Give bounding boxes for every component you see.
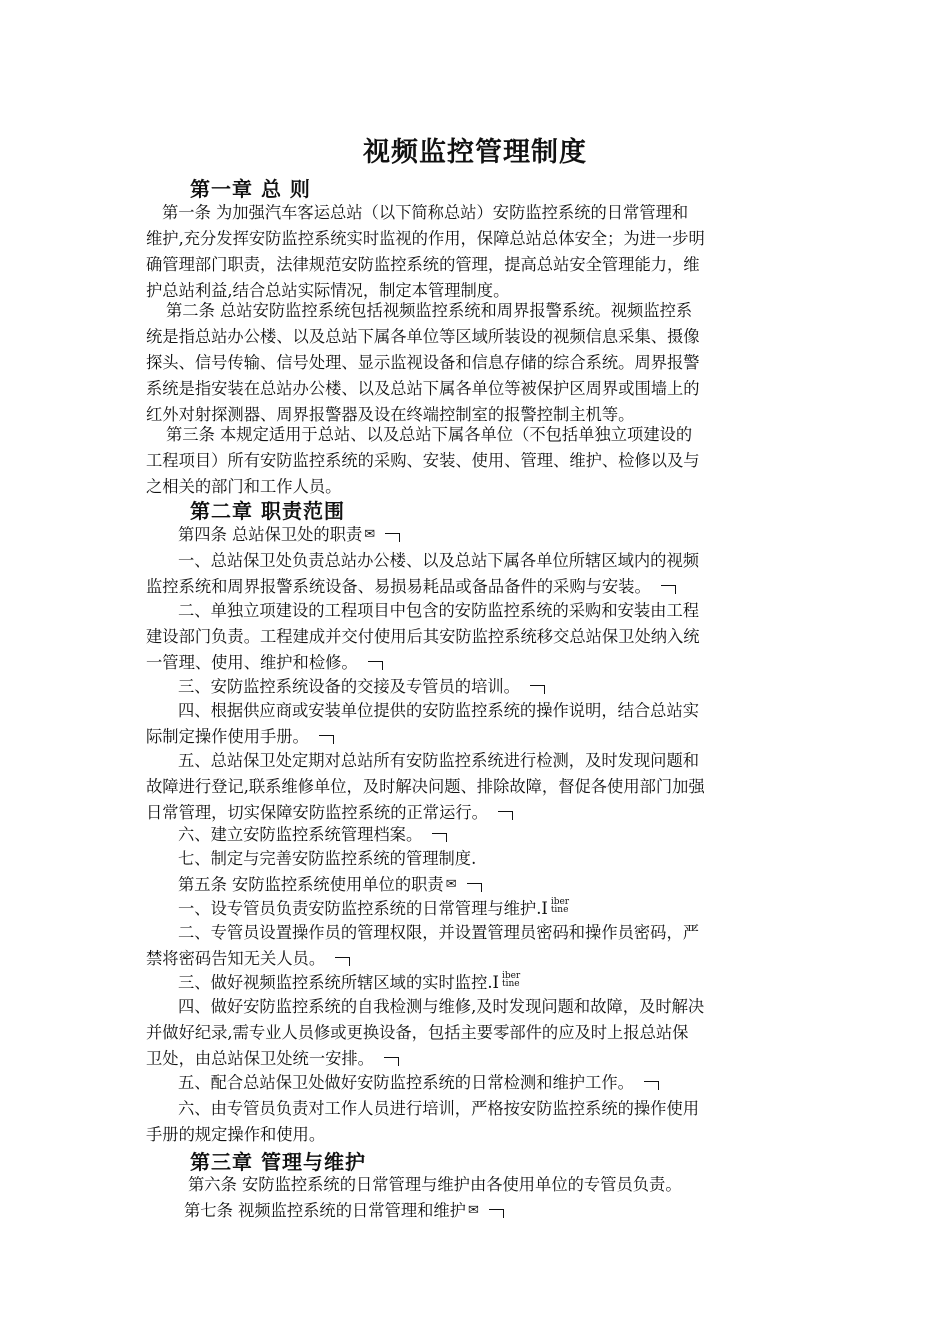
text-span: 第七条 视频监控系统的日常管理和维护 [184,1201,466,1220]
text-line: 并做好纪录,需专业人员修或更换设备，包括主要零部件的应及时上报总站保 [146,1023,689,1042]
text-line: 二、专管员设置操作员的管理权限，并设置管理员密码和操作员密码，严 [178,923,700,942]
duty-2 [146,920,806,972]
text-line: 第六条 安防监控系统的日常管理与维护由各使用单位的专管员负责。 [188,1175,682,1194]
text-span: 禁将密码告知无关人员。 [146,949,326,968]
text-line [146,674,806,700]
text-span: 卫处，由总站保卫处统一安排。 [146,1049,374,1068]
text-span: 日常管理，切实保障安防监控系统的正常运行。 [146,803,488,822]
text-span: 三、做好视频监控系统所辖区域的实时监控. [178,973,493,992]
text-span: 第四条 总站保卫处的职责 [178,525,363,544]
text-line: 手册的规定操作和使用。 [146,1125,326,1144]
paragraph-break-icon [530,685,545,694]
text-span: 五、配合总站保卫处做好安防监控系统的日常检测和维护工作。 [178,1073,634,1092]
text-line: 红外对射探测器、周界报警器及设在终端控制室的报警控制主机等。 [146,405,635,424]
duty-5 [146,1070,806,1096]
text-line: 第二条 总站安防监控系统包括视频监控系统和周界报警系统。视频监控系 [166,301,693,320]
duty-6 [146,1096,806,1148]
article-4 [146,522,806,548]
superscript-top: iber [550,897,570,907]
item-3 [146,674,806,700]
article-3 [146,422,806,500]
envelope-icon: ✉ [445,877,457,892]
text-line [146,522,806,548]
text-line: 之相关的部门和工作人员。 [146,477,342,496]
paragraph-break-icon [489,1209,504,1218]
text-line: 维护,充分发挥安防监控系统实时监视的作用，保障总站总体安全；为进一步明 [146,229,705,248]
text-line: 系统是指安装在总站办公楼、以及总站下属各单位等被保护区周界或围墙上的 [146,379,700,398]
article-7 [146,1198,806,1224]
text-line [146,650,806,676]
envelope-icon: ✉ [364,527,376,542]
paragraph-break-icon [319,735,334,744]
paragraph-break-icon [467,883,482,892]
superscript-top: iber [501,971,521,981]
symbol-letter: I [541,899,548,918]
text-line: 工程项目）所有安防监控系统的采购、安装、使用、管理、维护、检修以及与 [146,451,700,470]
paragraph-break-icon [385,533,400,542]
paragraph-break-icon [661,585,676,594]
text-line [146,970,806,996]
text-line: 建设部门负责。工程建成并交付使用后其安防监控系统移交总站保卫处纳入统 [146,627,700,646]
paragraph-break-icon [432,833,447,842]
paragraph-break-icon [644,1081,659,1090]
article-1 [146,200,806,304]
item-2 [146,598,806,676]
envelope-icon: ✉ [467,1203,479,1218]
text-line: 二、单独立项建设的工程项目中包含的安防监控系统的采购和安装由工程 [178,601,700,620]
article-6 [146,1172,806,1198]
text-line [146,1198,806,1224]
text-line: 统是指总站办公楼、以及总站下属各单位等区域所装设的视频信息采集、摄像 [146,327,700,346]
text-span: 一管理、使用、维护和检修。 [146,653,358,672]
chapter-3-heading: 第三章 管理与维护 [190,1150,366,1174]
chapter-2-heading: 第二章 职责范围 [190,499,345,523]
duty-4 [146,994,806,1072]
duty-3 [146,970,806,996]
text-line: 一、总站保卫处负责总站办公楼、以及总站下属各单位所辖区域内的视频 [178,551,700,570]
item-4 [146,698,806,750]
text-span: 六、建立安防监控系统管理档案。 [178,825,423,844]
text-line: 护总站利益,结合总站实际情况，制定本管理制度。 [146,281,510,300]
text-line [146,946,806,972]
text-span: 际制定操作使用手册。 [146,727,309,746]
text-line: 故障进行登记,联系维修单位，及时解决问题、排除故障，督促各使用部门加强 [146,777,705,796]
article-5 [146,872,806,898]
text-line: 第一条 为加强汽车客运总站（以下简称总站）安防监控系统的日常管理和 [162,203,689,222]
paragraph-break-icon [384,1057,399,1066]
text-line: 五、总站保卫处定期对总站所有安防监控系统进行检测，及时发现问题和 [178,751,700,770]
superscript-bottom: tine [550,905,569,915]
superscript-symbol [502,972,520,988]
text-line: 七、制定与完善安防监控系统的管理制度. [178,849,477,868]
symbol-letter: I [492,973,499,992]
superscript-bottom: tine [501,979,520,989]
text-line [146,1046,806,1072]
text-line [146,724,806,750]
paragraph-break-icon [335,957,350,966]
item-1 [146,548,806,600]
item-7 [146,846,806,872]
page-title: 视频监控管理制度 [363,137,587,168]
text-line: 四、做好安防监控系统的自我检测与维修,及时发现问题和故障，及时解决 [178,997,705,1016]
text-line: 六、由专管员负责对工作人员进行培训，严格按安防监控系统的操作使用 [178,1099,700,1118]
text-line: 探头、信号传输、信号处理、显示监视设备和信息存储的综合系统。周界报警 [146,353,700,372]
text-span: 监控系统和周界报警系统设备、易损易耗品或备品备件的采购与安装。 [146,577,651,596]
text-line [146,574,806,600]
text-line [146,896,806,922]
text-line: 四、根据供应商或安装单位提供的安防监控系统的操作说明，结合总站实 [178,701,700,720]
item-6 [146,822,806,848]
item-5 [146,748,806,826]
text-span: 三、安防监控系统设备的交接及专管员的培训。 [178,677,520,696]
text-line: 确管理部门职责，法律规范安防监控系统的管理，提高总站安全管理能力，维 [146,255,700,274]
text-line: 第三条 本规定适用于总站、以及总站下属各单位（不包括单独立项建设的 [166,425,693,444]
superscript-symbol [551,898,569,914]
paragraph-break-icon [368,661,383,670]
text-line [146,872,806,898]
paragraph-break-icon [498,811,513,820]
text-line [146,1070,806,1096]
text-span: 一、设专管员负责安防监控系统的日常管理与维护. [178,899,542,918]
chapter-1-heading: 第一章 总 则 [190,177,311,201]
text-line [146,822,806,848]
article-2 [146,298,806,428]
duty-1 [146,896,806,922]
text-span: 第五条 安防监控系统使用单位的职责 [178,875,444,894]
